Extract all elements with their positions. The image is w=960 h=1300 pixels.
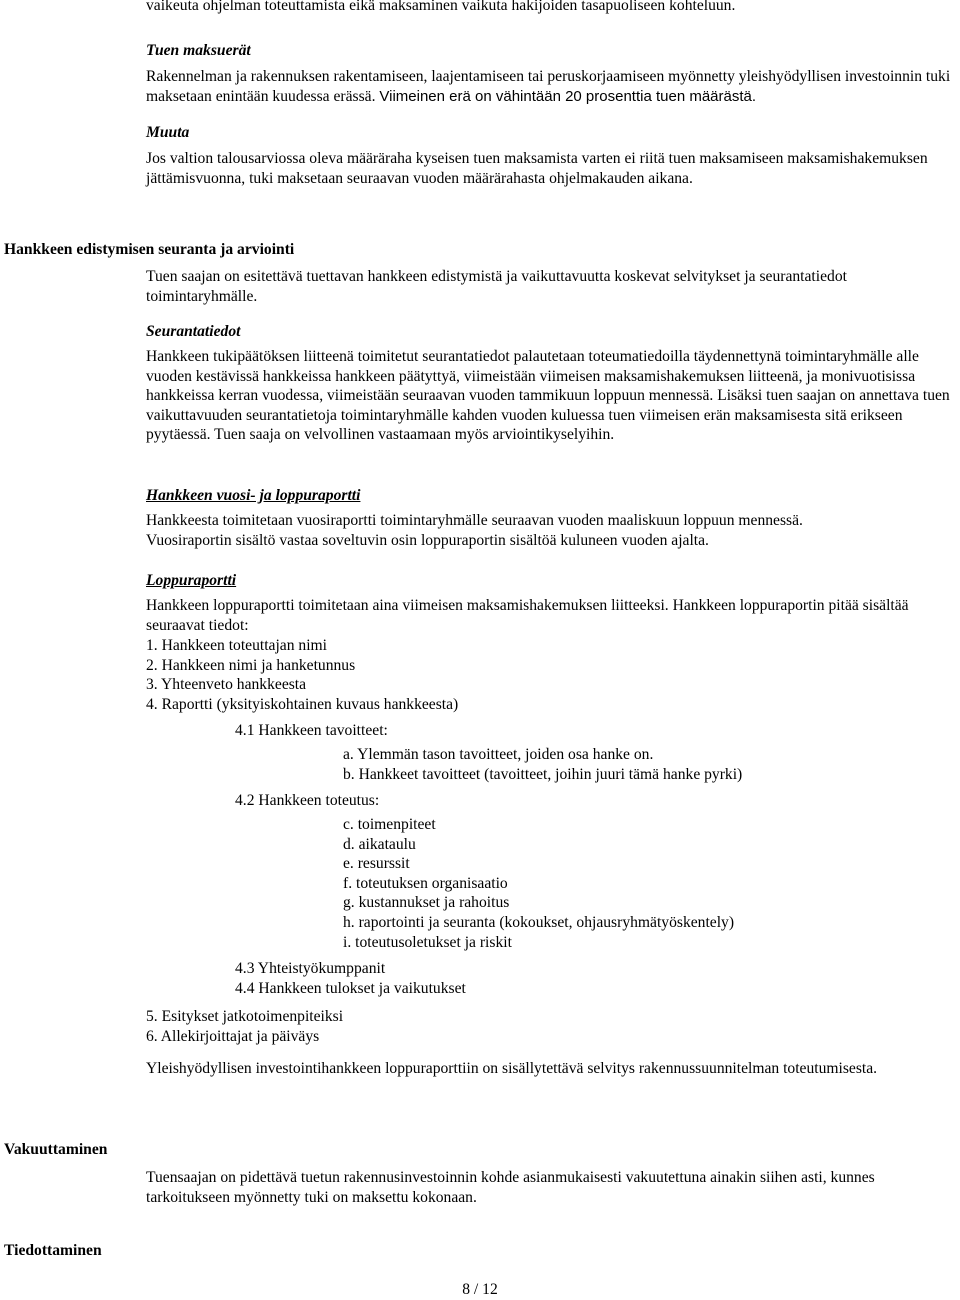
section-title-tiedottaminen: Tiedottaminen xyxy=(4,1242,102,1259)
list-item: 5. Esitykset jatkotoimenpiteiksi xyxy=(146,1008,344,1025)
list-items-c-i xyxy=(343,815,734,952)
paragraph-vakuuttaminen: Tuensaajan on pidettävä tuetun rakennusinvestoinnin kohde asianmukaisesti vakuutettuna ainakin siihen asti, kunnes tarkoitukseen myönnetty tuki on maksettu kokonaan. xyxy=(146,1169,875,1206)
heading-muuta: Muuta xyxy=(146,124,190,141)
heading-seurantatiedot: Seurantatiedot xyxy=(146,323,241,340)
list-item: 4. Raportti (yksityiskohtainen kuvaus hankkeesta) xyxy=(146,695,459,713)
list-item: 6. Allekirjoittajat ja päiväys xyxy=(146,1027,320,1045)
heading-tuen-maksuerat: Tuen maksuerät xyxy=(146,42,251,59)
paragraph-sans-part: Viimeinen erä on vähintään 20 prosenttia tuen määrästä. xyxy=(379,87,757,105)
paragraph-tuen-maksuerat xyxy=(146,67,958,106)
paragraph-loppuraportti-closing: Yleishyödyllisen investointihankkeen loppuraporttiin on sisällytettävä selvitys rakennussuunnitelman toteutumisesta. xyxy=(146,1060,878,1077)
list-item: f. toteutuksen organisaatio xyxy=(343,874,508,892)
list-item: 4.3 Yhteistyökumppanit xyxy=(235,960,386,977)
sublist-4-1 xyxy=(235,721,388,741)
heading-vuosi-ja-loppuraportti: Hankkeen vuosi- ja loppuraportti xyxy=(146,487,361,504)
list-item: 2. Hankkeen nimi ja hanketunnus xyxy=(146,656,356,674)
list-item: 1. Hankkeen toteuttajan nimi xyxy=(146,637,328,654)
page-number xyxy=(0,1280,960,1300)
list-item: 4.4 Hankkeen tulokset ja vaikutukset xyxy=(235,979,466,997)
list-item: 3. Yhteenveto hankkeesta xyxy=(146,676,307,694)
paragraph-loppuraportti-intro: Hankkeen loppuraportti toimitetaan aina viimeisen maksamishakemuksen liitteeksi. Hankkeen loppuraportin pitää sisältää seuraavat tiedot: xyxy=(146,597,909,634)
sublist-4-2 xyxy=(235,791,379,811)
page-total: 12 xyxy=(482,1281,498,1298)
list-item: b. Hankkeet tavoitteet (tavoitteet, joihin juuri tämä hanke pyrki) xyxy=(343,765,743,783)
sublist-4-3-4-4 xyxy=(235,959,466,998)
paragraph-vuosiraportti-2: Vuosiraportin sisältö vastaa soveltuvin osin loppuraportin sisältöä kuluneen vuoden ajalta. xyxy=(146,532,709,549)
continued-paragraph: vaikeuta ohjelman toteuttamista eikä maksaminen vaikuta hakijoiden tasapuoliseen kohteluun. xyxy=(146,0,736,14)
list-item: a. Ylemmän tason tavoitteet, joiden osa hanke on. xyxy=(343,746,654,763)
heading-loppuraportti: Loppuraportti xyxy=(146,572,237,589)
list-item: g. kustannukset ja rahoitus xyxy=(343,894,510,912)
section-title-seuranta: Hankkeen edistymisen seuranta ja arviointi xyxy=(4,241,295,258)
section-title-vakuuttaminen: Vakuuttaminen xyxy=(4,1141,108,1158)
list-item: d. aikataulu xyxy=(343,835,416,853)
list-item: 4.1 Hankkeen tavoitteet: xyxy=(235,722,388,739)
paragraph-vuosiraportti-1: Hankkeesta toimitetaan vuosiraportti toimintaryhmälle seuraavan vuoden maaliskuun loppuun mennessä. xyxy=(146,512,803,529)
paragraph-seurantatiedot: Hankkeen tukipäätöksen liitteenä toimitetut seurantatiedot palautetaan toteumatiedoilla täydennettynä toimintaryhmälle alle vuoden kestävissä hankkeissa hankkeen päätyttyä, viimeistään viimeisen maksamishakemuksen liitteenä, ja monivuotisissa hankkeissa kerran vuodessa, viimeistään seuraavan vuoden tammikuun loppuun mennessä. Lisäksi tuen saajan on annettava tuen vaikuttavuuden seurantatietoja toimintaryhmälle kahden vuoden kuluessa tuen viimeisen erän maksamisesta sitä erikseen pyytäessä. Tuen saaja on velvollinen vastaamaan myös arviointikyselyihin. xyxy=(146,348,950,444)
list-item: e. resurssit xyxy=(343,855,410,873)
list-item: 4.2 Hankkeen toteutus: xyxy=(235,792,380,809)
page-separator: / xyxy=(473,1281,479,1298)
list-items-5-6 xyxy=(146,1007,343,1046)
paragraph-seuranta-intro: Tuen saajan on esitettävä tuettavan hankkeen edistymistä ja vaikuttavuutta koskevat selvitykset ja seurantatiedot toimintaryhmälle. xyxy=(146,268,847,305)
paragraph-muuta: Jos valtion talousarviossa oleva määräraha kyseisen tuen maksamista varten ei riitä tuen maksamiseen maksamishakemuksen jättämisvuonna, tuki maksetaan seuraavan vuoden määrärahasta ohjelmakauden aikana. xyxy=(146,150,928,187)
list-items-a-b xyxy=(343,745,742,784)
list-item: h. raportointi ja seuranta (kokoukset, ohjausryhmätyöskentely) xyxy=(343,913,735,931)
page-current: 8 xyxy=(462,1281,471,1298)
list-item: i. toteutusoletukset ja riskit xyxy=(343,933,512,951)
list-item: c. toimenpiteet xyxy=(343,816,436,833)
paragraph-serif-part: Rakennelman ja rakennuksen rakentamiseen, laajentamiseen tai peruskorjaamiseen myönnetty yleishyödyllisen investoinnin tuki maksetaan enintään kuudessa erässä. xyxy=(146,68,951,105)
list-items-1-4 xyxy=(146,636,458,714)
